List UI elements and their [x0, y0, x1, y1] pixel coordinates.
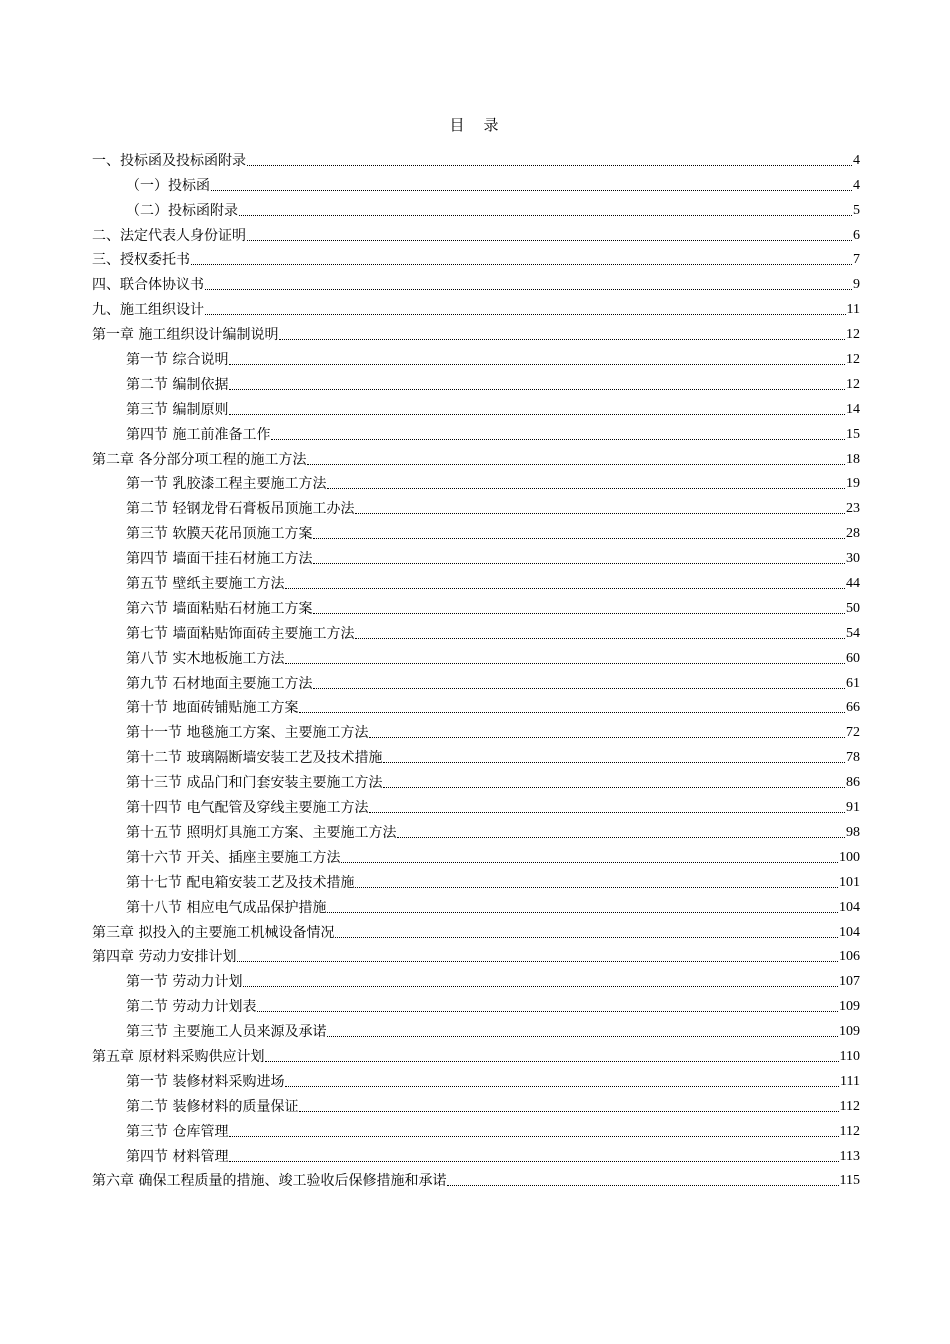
toc-entry[interactable] — [92, 519, 860, 544]
toc-entry-label: 第一章 施工组织设计编制说明 — [92, 327, 279, 344]
toc-entry-label: 第一节 劳动力计划 — [126, 974, 243, 991]
toc-entry-page-number: 28 — [846, 526, 860, 542]
toc-entry-label: 第十七节 配电箱安装工艺及技术措施 — [126, 874, 355, 891]
toc-entry[interactable] — [92, 171, 860, 196]
toc-entry-page-number: 100 — [839, 849, 860, 865]
toc-entry-label: 第一节 乳胶漆工程主要施工方法 — [126, 476, 327, 493]
toc-entry-label: 第三节 软膜天花吊顶施工方案 — [126, 526, 313, 543]
toc-entry-label: 第五节 壁纸主要施工方法 — [126, 576, 285, 593]
toc-entry[interactable] — [92, 992, 860, 1017]
toc-entry-label: 第四节 墙面干挂石材施工方法 — [126, 551, 313, 568]
toc-entry[interactable] — [92, 768, 860, 793]
toc-entry-page-number: 7 — [853, 252, 860, 268]
toc-entry-label: 第五章 原材料采购供应计划 — [92, 1048, 265, 1065]
toc-title: 目 录 — [449, 116, 501, 134]
toc-dot-leader — [355, 637, 845, 639]
toc-entry-page-number: 78 — [846, 750, 860, 766]
toc-entry-label: 第二节 劳动力计划表 — [126, 999, 257, 1016]
toc-entry-label: 第十一节 地毯施工方案、主要施工方法 — [126, 725, 369, 742]
toc-entry[interactable] — [92, 569, 860, 594]
toc-entry[interactable] — [92, 320, 860, 345]
toc-entry-page-number: 72 — [846, 725, 860, 741]
toc-entry[interactable] — [92, 943, 860, 968]
toc-entry-label: 第十四节 电气配管及穿线主要施工方法 — [126, 800, 369, 817]
toc-dot-leader — [285, 1085, 839, 1087]
toc-entry-page-number: 50 — [846, 600, 860, 616]
toc-entry[interactable] — [92, 1042, 860, 1067]
toc-entry[interactable] — [92, 718, 860, 743]
toc-entry-label: 第十节 地面砖铺贴施工方案 — [126, 700, 299, 717]
toc-entry-label: 第四节 材料管理 — [126, 1148, 229, 1165]
toc-dot-leader — [257, 1010, 838, 1012]
toc-dot-leader — [229, 363, 845, 365]
toc-entry-label: 第二节 轻钢龙骨石膏板吊顶施工办法 — [126, 501, 355, 518]
toc-entry[interactable] — [92, 345, 860, 370]
toc-entry[interactable] — [92, 146, 860, 171]
toc-entry-label: 四、联合体协议书 — [92, 277, 204, 294]
toc-entry-page-number: 109 — [839, 1024, 860, 1040]
toc-entry-page-number: 98 — [846, 824, 860, 840]
toc-dot-leader — [369, 736, 845, 738]
toc-dot-leader — [237, 960, 838, 962]
toc-entry[interactable] — [92, 445, 860, 470]
toc-entry-label: 第三节 编制原则 — [126, 401, 229, 418]
toc-dot-leader — [299, 1110, 838, 1112]
toc-entry-page-number: 106 — [839, 949, 860, 965]
toc-entry-page-number: 115 — [839, 1173, 860, 1189]
toc-entry-label: 第十六节 开关、插座主要施工方法 — [126, 849, 341, 866]
toc-dot-leader — [229, 388, 845, 390]
toc-entry-label: 三、授权委托书 — [92, 252, 190, 269]
toc-dot-leader — [285, 587, 845, 589]
toc-dot-leader — [327, 911, 838, 913]
toc-entry-page-number: 15 — [846, 426, 860, 442]
toc-dot-leader — [355, 886, 838, 888]
toc-entry[interactable] — [92, 395, 860, 420]
toc-dot-leader — [247, 164, 852, 166]
toc-entry[interactable] — [92, 843, 860, 868]
toc-dot-leader — [243, 985, 838, 987]
toc-dot-leader — [327, 1035, 838, 1037]
toc-entry[interactable] — [92, 893, 860, 918]
toc-entry-page-number: 12 — [846, 327, 860, 343]
toc-entry[interactable] — [92, 221, 860, 246]
toc-entry-page-number: 111 — [840, 1073, 860, 1089]
toc-entry-label: 第二章 各分部分项工程的施工方法 — [92, 451, 307, 468]
toc-entry[interactable] — [92, 470, 860, 495]
toc-entry-page-number: 12 — [846, 376, 860, 392]
toc-dot-leader — [299, 711, 845, 713]
toc-dot-leader — [341, 861, 838, 863]
toc-entry[interactable] — [92, 246, 860, 271]
toc-entry-page-number: 113 — [839, 1148, 860, 1164]
toc-entry[interactable] — [92, 619, 860, 644]
toc-entry-label: 第一节 装修材料采购进场 — [126, 1073, 285, 1090]
toc-dot-leader — [383, 786, 845, 788]
toc-entry[interactable] — [92, 694, 860, 719]
toc-entry-page-number: 109 — [839, 999, 860, 1015]
toc-entry[interactable] — [92, 594, 860, 619]
toc-dot-leader — [313, 562, 845, 564]
toc-entry-page-number: 30 — [846, 551, 860, 567]
toc-dot-leader — [265, 1060, 838, 1062]
toc-entry[interactable] — [92, 544, 860, 569]
toc-dot-leader — [383, 761, 845, 763]
toc-entry-label: （一）投标函 — [126, 177, 210, 194]
toc-entry[interactable] — [92, 295, 860, 320]
toc-dot-leader — [205, 288, 852, 290]
toc-entry-page-number: 9 — [853, 277, 860, 293]
toc-entry-label: 九、施工组织设计 — [92, 302, 204, 319]
toc-entry-page-number: 14 — [846, 401, 860, 417]
toc-entry-page-number: 12 — [846, 352, 860, 368]
toc-dot-leader — [247, 239, 852, 241]
toc-entry[interactable] — [92, 370, 860, 395]
toc-entry-label: 第九节 石材地面主要施工方法 — [126, 675, 313, 692]
toc-dot-leader — [313, 612, 845, 614]
toc-entry-page-number: 60 — [846, 650, 860, 666]
toc-dot-leader — [307, 463, 845, 465]
toc-dot-leader — [369, 811, 845, 813]
toc-entry-page-number: 66 — [846, 700, 860, 716]
toc-entry[interactable] — [92, 1117, 860, 1142]
toc-dot-leader — [313, 687, 845, 689]
toc-dot-leader — [211, 189, 852, 191]
toc-entry-page-number: 112 — [839, 1098, 860, 1114]
toc-entry-label: 第十二节 玻璃隔断墙安装工艺及技术措施 — [126, 750, 383, 767]
toc-dot-leader — [335, 936, 838, 938]
toc-entry-label: 第一节 综合说明 — [126, 352, 229, 369]
toc-dot-leader — [327, 487, 845, 489]
toc-entry[interactable] — [92, 644, 860, 669]
toc-entry-page-number: 112 — [839, 1123, 860, 1139]
toc-entry-page-number: 5 — [853, 202, 860, 218]
toc-entry-page-number: 54 — [846, 625, 860, 641]
toc-entry-page-number: 6 — [853, 227, 860, 243]
toc-dot-leader — [271, 438, 845, 440]
toc-dot-leader — [355, 512, 845, 514]
toc-dot-leader — [205, 313, 846, 315]
toc-entry[interactable] — [92, 420, 860, 445]
toc-entry[interactable] — [92, 669, 860, 694]
toc-entry-label: 第四章 劳动力安排计划 — [92, 949, 237, 966]
toc-entry-page-number: 104 — [839, 924, 860, 940]
toc-entry[interactable] — [92, 1017, 860, 1042]
toc-entry-label: 第二节 编制依据 — [126, 376, 229, 393]
toc-dot-leader — [191, 263, 852, 265]
toc-dot-leader — [229, 1160, 838, 1162]
toc-entry-label: 第三节 主要施工人员来源及承诺 — [126, 1024, 327, 1041]
toc-dot-leader — [229, 1135, 838, 1137]
toc-entry[interactable] — [92, 494, 860, 519]
toc-entry-page-number: 23 — [846, 501, 860, 517]
toc-dot-leader — [229, 413, 845, 415]
toc-entry-label: 第八节 实木地板施工方法 — [126, 650, 285, 667]
toc-entry[interactable] — [92, 868, 860, 893]
toc-entry-page-number: 61 — [846, 675, 860, 691]
toc-entry-page-number: 44 — [846, 576, 860, 592]
toc-entry-page-number: 4 — [853, 177, 860, 193]
toc-dot-leader — [279, 338, 845, 340]
toc-entry-page-number: 18 — [846, 451, 860, 467]
toc-entry-label: 二、法定代表人身份证明 — [92, 227, 246, 244]
table-of-contents — [92, 146, 860, 1191]
toc-dot-leader — [313, 537, 845, 539]
toc-entry-label: 第四节 施工前准备工作 — [126, 426, 271, 443]
toc-entry-label: 第十五节 照明灯具施工方案、主要施工方法 — [126, 824, 397, 841]
toc-entry-label: 第三节 仓库管理 — [126, 1123, 229, 1140]
toc-entry[interactable] — [92, 967, 860, 992]
toc-entry-label: 第十三节 成品门和门套安装主要施工方法 — [126, 775, 383, 792]
toc-entry-page-number: 11 — [846, 302, 860, 318]
toc-entry[interactable] — [92, 918, 860, 943]
toc-entry-label: 第六节 墙面粘贴石材施工方案 — [126, 600, 313, 617]
toc-entry-label: 第六章 确保工程质量的措施、竣工验收后保修措施和承诺 — [92, 1173, 447, 1190]
toc-entry-page-number: 19 — [846, 476, 860, 492]
toc-entry-label: 第三章 拟投入的主要施工机械设备情况 — [92, 924, 335, 941]
toc-dot-leader — [285, 662, 845, 664]
toc-entry-label: 第十八节 相应电气成品保护措施 — [126, 899, 327, 916]
toc-entry[interactable] — [92, 1167, 860, 1192]
toc-dot-leader — [447, 1184, 838, 1186]
toc-entry-page-number: 104 — [839, 899, 860, 915]
toc-entry-page-number: 107 — [839, 974, 860, 990]
toc-dot-leader — [239, 214, 852, 216]
toc-dot-leader — [397, 836, 845, 838]
toc-entry-page-number: 101 — [839, 874, 860, 890]
toc-entry[interactable] — [92, 1142, 860, 1167]
toc-entry[interactable] — [92, 270, 860, 295]
toc-entry[interactable] — [92, 793, 860, 818]
toc-entry-page-number: 86 — [846, 775, 860, 791]
toc-entry[interactable] — [92, 1092, 860, 1117]
toc-entry[interactable] — [92, 743, 860, 768]
toc-entry-page-number: 91 — [846, 800, 860, 816]
toc-entry[interactable] — [92, 196, 860, 221]
toc-entry[interactable] — [92, 1067, 860, 1092]
toc-entry[interactable] — [92, 818, 860, 843]
toc-entry-label: 第二节 装修材料的质量保证 — [126, 1098, 299, 1115]
toc-entry-page-number: 110 — [839, 1048, 860, 1064]
toc-entry-page-number: 4 — [853, 152, 860, 168]
toc-entry-label: （二）投标函附录 — [126, 202, 238, 219]
toc-entry-label: 第七节 墙面粘贴饰面砖主要施工方法 — [126, 625, 355, 642]
toc-entry-label: 一、投标函及投标函附录 — [92, 152, 246, 169]
